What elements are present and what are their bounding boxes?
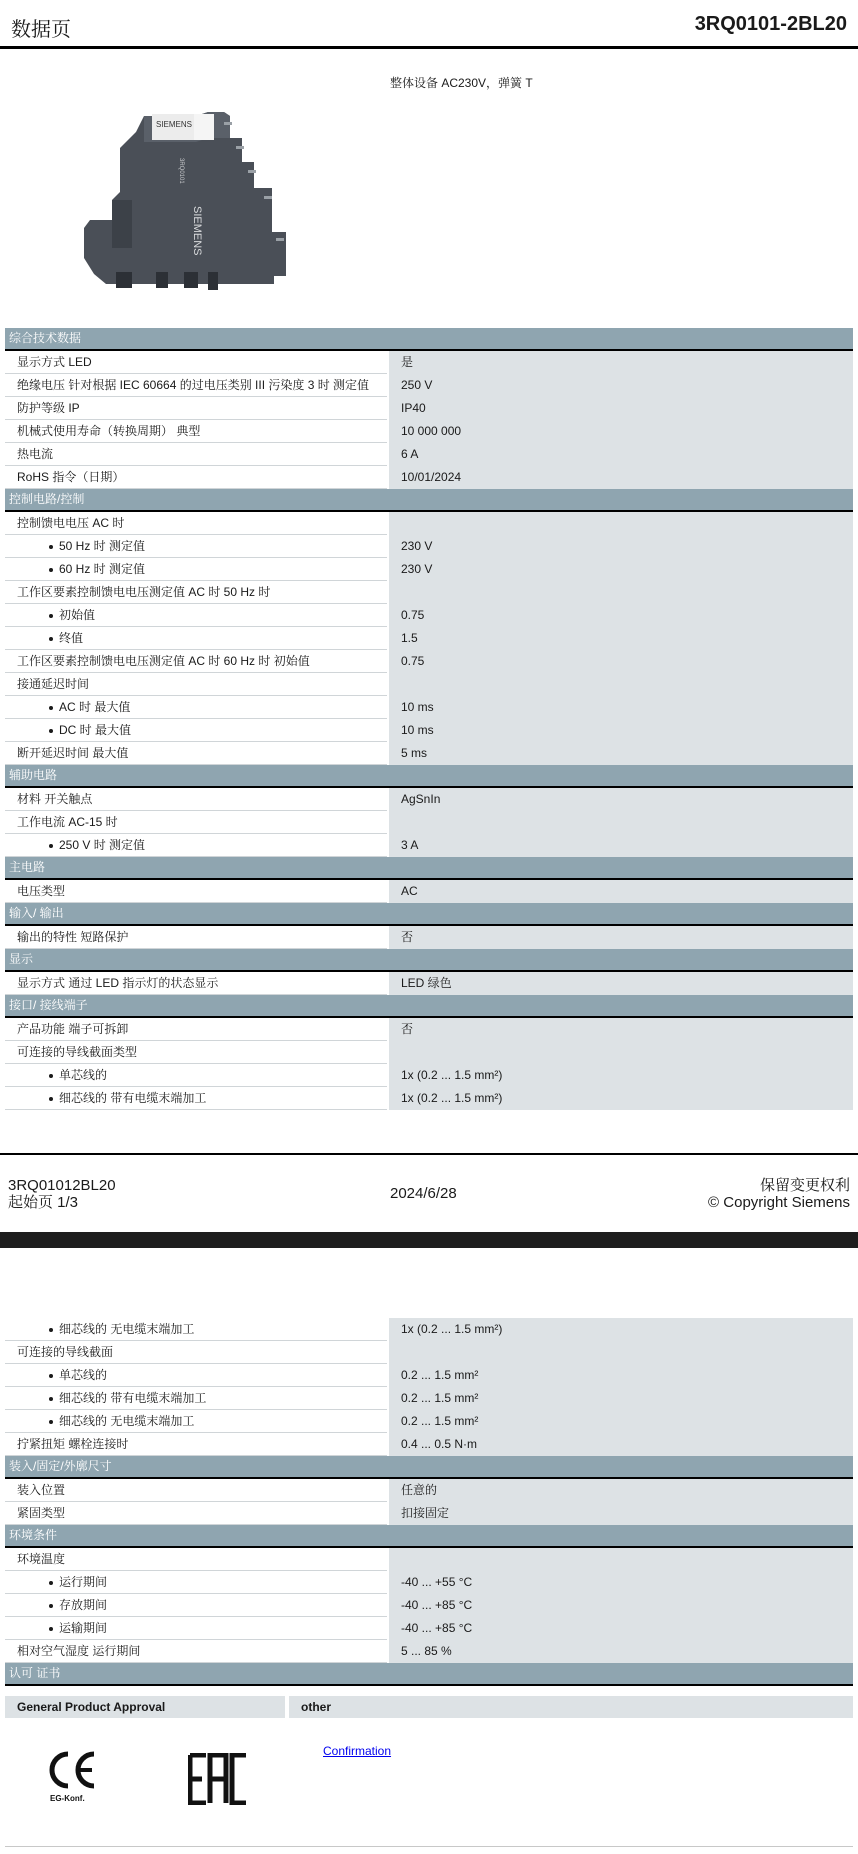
product-image: [76, 108, 316, 318]
spec-row: [5, 374, 853, 397]
product-code: 3RQ0101-2BL20: [694, 13, 847, 35]
spec-label-cell: [5, 834, 388, 857]
spec-value: -40 ... +85 °C: [388, 1617, 853, 1640]
page-header: [0, 0, 858, 49]
bullet-icon: [49, 1397, 53, 1401]
approval-column-general: General Product Approval: [17, 1700, 166, 1714]
spec-row: [5, 443, 853, 466]
spec-value: 0.75: [388, 604, 853, 627]
bullet-icon: [49, 568, 53, 572]
spec-row: [5, 581, 853, 604]
footer-order-number: 3RQ01012BL20: [8, 1177, 116, 1194]
spec-label: 环境温度: [17, 1552, 66, 1566]
spec-row: [5, 719, 853, 742]
section-title: 综合技术数据: [5, 328, 853, 350]
bullet-icon: [49, 1374, 53, 1378]
spec-label: 50 Hz 时 测定值: [59, 539, 146, 553]
spec-row: [5, 1017, 853, 1041]
spec-label-cell: [5, 627, 388, 650]
section-title: 环境条件: [5, 1525, 853, 1548]
spec-row: [5, 673, 853, 696]
spec-label-cell: [5, 1571, 388, 1594]
spec-row: [5, 925, 853, 949]
spec-label: 断开延迟时间 最大值: [17, 746, 129, 760]
footer-left: [8, 1177, 116, 1211]
spec-label: 相对空气湿度 运行期间: [17, 1644, 141, 1658]
page-footer: [0, 1153, 858, 1215]
bullet-icon: [49, 1604, 53, 1608]
spec-label-cell: [5, 1041, 388, 1064]
spec-value: 3 A: [388, 834, 853, 857]
spec-label-cell: [5, 673, 388, 696]
spec-value: -40 ... +55 °C: [388, 1571, 853, 1594]
spec-row: [5, 696, 853, 719]
spec-label: AC 时 最大值: [59, 700, 131, 714]
bullet-icon: [49, 844, 53, 848]
spec-value: 否: [388, 925, 853, 949]
spec-label-cell: [5, 1387, 388, 1410]
spec-label-cell: [5, 511, 388, 535]
spec-table-page1: [5, 328, 853, 1110]
spec-row: [5, 1064, 853, 1087]
spec-row: [5, 535, 853, 558]
spec-label-cell: [5, 787, 388, 811]
spec-row: [5, 742, 853, 765]
eac-mark-icon: [188, 1753, 248, 1805]
spec-label: 单芯线的: [59, 1368, 108, 1382]
spec-label: 电压类型: [17, 884, 66, 898]
bullet-icon: [49, 1074, 53, 1078]
spec-row: [5, 466, 853, 489]
section-header: [5, 328, 853, 350]
spec-label: 机械式使用寿命（转换周期） 典型: [17, 424, 201, 438]
footer-rights: 保留变更权利: [759, 1177, 850, 1194]
section-header: [5, 1525, 853, 1548]
spec-row: [5, 604, 853, 627]
spec-label-cell: [5, 581, 388, 604]
ce-mark-icon: [48, 1748, 104, 1804]
spec-label-cell: [5, 350, 388, 374]
spec-label: 紧固类型: [17, 1506, 66, 1520]
spec-label-cell: [5, 1087, 388, 1110]
spec-label-cell: [5, 811, 388, 834]
spec-label: DC 时 最大值: [59, 723, 132, 737]
spec-row: [5, 811, 853, 834]
spec-label: 初始值: [59, 608, 96, 622]
spec-label-cell: [5, 443, 388, 466]
spec-label-cell: [5, 971, 388, 995]
section-title: 显示: [5, 949, 853, 972]
spec-row: [5, 1640, 853, 1663]
spec-label-cell: [5, 696, 388, 719]
spec-row: [5, 1087, 853, 1110]
spec-value: IP40: [388, 397, 853, 420]
spec-row: [5, 1594, 853, 1617]
spec-row: [5, 1502, 853, 1525]
section-title: 控制电路/控制: [5, 489, 853, 512]
product-description: 整体设备 AC230V，弹簧 T: [390, 76, 533, 90]
spec-label-cell: [5, 1364, 388, 1387]
spec-label: 运行期间: [59, 1575, 108, 1589]
spec-row: [5, 511, 853, 535]
spec-label-cell: [5, 1433, 388, 1456]
section-title: 接口/ 接线端子: [5, 995, 853, 1018]
spec-label: 热电流: [17, 447, 54, 461]
spec-row: [5, 1478, 853, 1502]
spec-label: 接通延迟时间: [17, 677, 90, 691]
spec-value: 1x (0.2 ... 1.5 mm²): [388, 1064, 853, 1087]
page-separator: [0, 1232, 858, 1248]
spec-row: [5, 1410, 853, 1433]
spec-label: 细芯线的 无电缆末端加工: [59, 1322, 195, 1336]
spec-label-cell: [5, 1341, 388, 1364]
spec-label-cell: [5, 558, 388, 581]
bullet-icon: [49, 545, 53, 549]
spec-label: 单芯线的: [59, 1068, 108, 1082]
spec-value: -40 ... +85 °C: [388, 1594, 853, 1617]
section-header: [5, 489, 853, 512]
section-title: 认可 证书: [5, 1663, 853, 1686]
spec-value: [388, 511, 853, 535]
section-title: 主电路: [5, 857, 853, 880]
spec-value: 230 V: [388, 558, 853, 581]
bullet-icon: [49, 1420, 53, 1424]
spec-value: 0.2 ... 1.5 mm²: [388, 1410, 853, 1433]
footer-page-number: 起始页 1/3: [8, 1194, 79, 1211]
spec-value: 10 000 000: [388, 420, 853, 443]
spec-label-cell: [5, 1318, 388, 1341]
ce-label: EG-Konf.: [50, 1794, 85, 1803]
section-header: [5, 1663, 853, 1686]
spec-label-cell: [5, 1017, 388, 1041]
section-title: 输入/ 输出: [5, 903, 853, 926]
spec-value: 0.75: [388, 650, 853, 673]
spec-label-cell: [5, 1478, 388, 1502]
spec-label: 控制馈电电压 AC 时: [17, 516, 125, 530]
spec-row: [5, 787, 853, 811]
spec-row: [5, 420, 853, 443]
spec-row: [5, 350, 853, 374]
spec-label: 材料 开关触点: [17, 792, 93, 806]
side-brand-label: SIEMENS: [191, 206, 203, 256]
bullet-icon: [49, 1627, 53, 1631]
spec-row: [5, 971, 853, 995]
spec-value: 1x (0.2 ... 1.5 mm²): [388, 1318, 853, 1341]
spec-value: [388, 1547, 853, 1571]
spec-label-cell: [5, 535, 388, 558]
spec-value: 5 ... 85 %: [388, 1640, 853, 1663]
spec-value: 5 ms: [388, 742, 853, 765]
bullet-icon: [49, 1328, 53, 1332]
spec-row: [5, 650, 853, 673]
section-header: [5, 1456, 853, 1479]
spec-label: 工作电流 AC-15 时: [17, 815, 118, 829]
spec-label: 存放期间: [59, 1598, 108, 1612]
bullet-icon: [49, 706, 53, 710]
spec-value: AC: [388, 879, 853, 903]
approval-column-other: other: [301, 1700, 331, 1714]
bullet-icon: [49, 1581, 53, 1585]
spec-label: 可连接的导线截面类型: [17, 1045, 138, 1059]
bullet-icon: [49, 637, 53, 641]
footer-copyright: © Copyright Siemens: [708, 1194, 850, 1211]
confirmation-link[interactable]: Confirmation: [323, 1744, 392, 1758]
spec-value: 0.4 ... 0.5 N·m: [388, 1433, 853, 1456]
spec-label-cell: [5, 1640, 388, 1663]
spec-row: [5, 1617, 853, 1640]
spec-value: 任意的: [388, 1478, 853, 1502]
spec-table-page2: [5, 1318, 853, 1686]
spec-label-cell: [5, 420, 388, 443]
spec-label-cell: [5, 1064, 388, 1087]
spec-label: 绝缘电压 针对根据 IEC 60664 的过电压类别 III 污染度 3 时 测定值: [17, 378, 370, 392]
spec-label: RoHS 指令（日期）: [17, 470, 125, 484]
spec-value: 0.2 ... 1.5 mm²: [388, 1364, 853, 1387]
spec-row: [5, 1364, 853, 1387]
spec-label: 工作区要素控制馈电电压测定值 AC 时 60 Hz 时 初始值: [17, 654, 310, 668]
spec-label-cell: [5, 719, 388, 742]
spec-label-cell: [5, 466, 388, 489]
spec-label: 250 V 时 测定值: [59, 838, 146, 852]
datasheet-page-2: [0, 1248, 858, 1854]
spec-value: 10 ms: [388, 696, 853, 719]
page-bottom-divider: [5, 1846, 853, 1847]
section-header: [5, 765, 853, 788]
spec-label-cell: [5, 1617, 388, 1640]
spec-label-cell: [5, 1502, 388, 1525]
spec-label-cell: [5, 925, 388, 949]
spec-value: 6 A: [388, 443, 853, 466]
spec-row: [5, 627, 853, 650]
spec-row: [5, 1041, 853, 1064]
spec-value: LED 绿色: [388, 971, 853, 995]
spec-row: [5, 834, 853, 857]
spec-row: [5, 1547, 853, 1571]
section-header: [5, 995, 853, 1018]
spec-row: [5, 1318, 853, 1341]
spec-value: 1.5: [388, 627, 853, 650]
spec-row: [5, 397, 853, 420]
bullet-icon: [49, 729, 53, 733]
spec-label: 显示方式 通过 LED 指示灯的状态显示: [17, 976, 219, 990]
spec-label: 运输期间: [59, 1621, 108, 1635]
spec-value: AgSnIn: [388, 787, 853, 811]
spec-label: 拧紧扭矩 螺栓连接时: [17, 1437, 129, 1451]
spec-label: 终值: [59, 631, 84, 645]
side-model-label: 3RQ0101: [178, 158, 184, 184]
spec-label: 细芯线的 带有电缆末端加工: [59, 1391, 207, 1405]
spec-value: 扣接固定: [388, 1502, 853, 1525]
spec-value: 230 V: [388, 535, 853, 558]
footer-date: 2024/6/28: [390, 1185, 457, 1202]
spec-label: 细芯线的 带有电缆末端加工: [59, 1091, 207, 1105]
spec-label: 可连接的导线截面: [17, 1345, 114, 1359]
footer-right: [708, 1177, 850, 1211]
spec-label: 装入位置: [17, 1483, 66, 1497]
spec-label: 显示方式 LED: [17, 355, 92, 369]
section-header: [5, 903, 853, 926]
spec-label-cell: [5, 1547, 388, 1571]
spec-row: [5, 558, 853, 581]
spec-value: [388, 581, 853, 604]
spec-label-cell: [5, 374, 388, 397]
spec-value: 是: [388, 350, 853, 374]
top-brand-label: SIEMENS: [156, 120, 193, 129]
spec-value: [388, 673, 853, 696]
approval-header: [5, 1696, 853, 1718]
spec-label: 细芯线的 无电缆末端加工: [59, 1414, 195, 1428]
spec-label: 产品功能 端子可拆卸: [17, 1022, 129, 1036]
spec-value: 10/01/2024: [388, 466, 853, 489]
spec-label: 防护等级 IP: [17, 401, 80, 415]
spec-label-cell: [5, 397, 388, 420]
section-header: [5, 949, 853, 972]
spec-value: [388, 1041, 853, 1064]
section-header: [5, 857, 853, 880]
section-title: 辅助电路: [5, 765, 853, 788]
spec-value: 250 V: [388, 374, 853, 397]
spec-value: 否: [388, 1017, 853, 1041]
page-title: 数据页: [11, 19, 71, 41]
spec-label-cell: [5, 650, 388, 673]
spec-row: [5, 1387, 853, 1410]
spec-row: [5, 1433, 853, 1456]
bullet-icon: [49, 1097, 53, 1101]
spec-row: [5, 879, 853, 903]
spec-row: [5, 1341, 853, 1364]
bullet-icon: [49, 614, 53, 618]
spec-label: 工作区要素控制馈电电压测定值 AC 时 50 Hz 时: [17, 585, 271, 599]
spec-value: 0.2 ... 1.5 mm²: [388, 1387, 853, 1410]
spec-value: [388, 1341, 853, 1364]
spec-row: [5, 1571, 853, 1594]
spec-label-cell: [5, 1594, 388, 1617]
spec-label-cell: [5, 879, 388, 903]
spec-value: [388, 811, 853, 834]
spec-label-cell: [5, 604, 388, 627]
spec-label: 输出的特性 短路保护: [17, 930, 129, 944]
spec-label-cell: [5, 1410, 388, 1433]
spec-value: 1x (0.2 ... 1.5 mm²): [388, 1087, 853, 1110]
spec-label-cell: [5, 742, 388, 765]
section-title: 装入/固定/外廓尺寸: [5, 1456, 853, 1479]
spec-label: 60 Hz 时 测定值: [59, 562, 146, 576]
spec-value: 10 ms: [388, 719, 853, 742]
